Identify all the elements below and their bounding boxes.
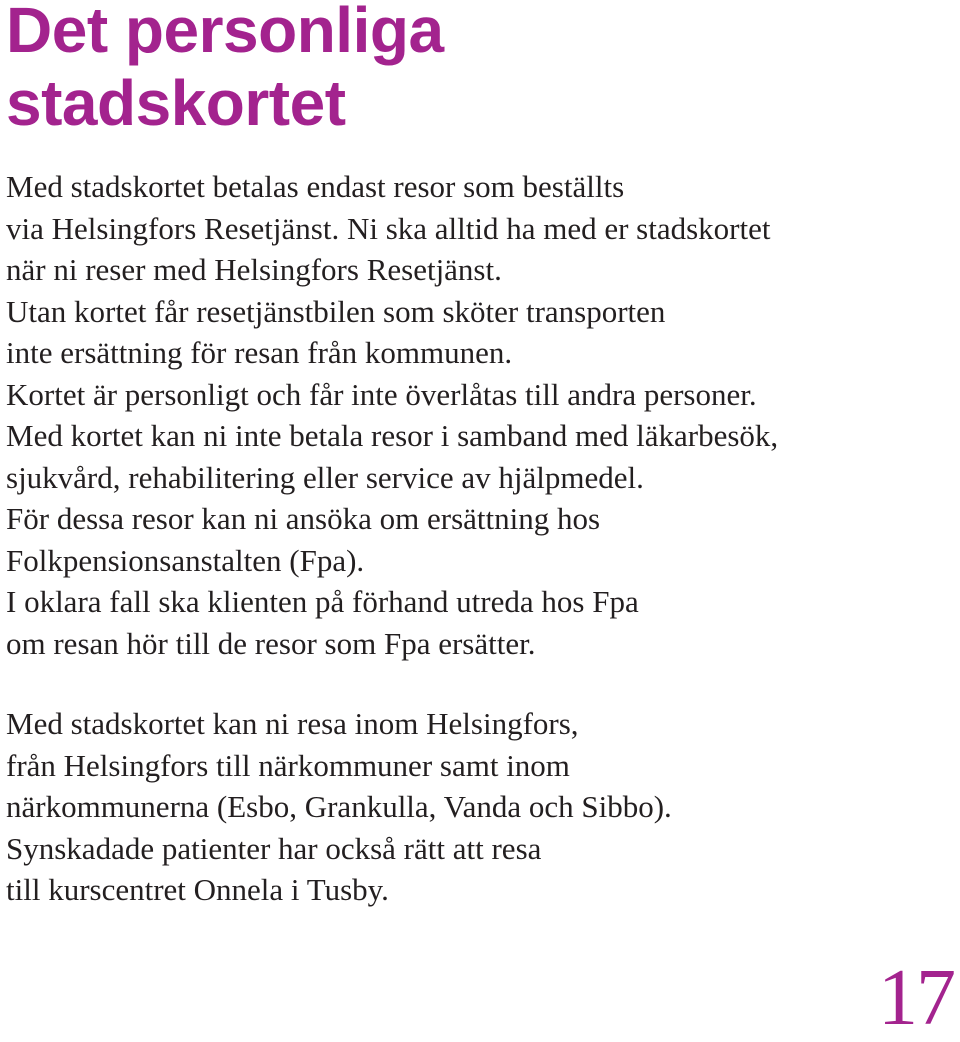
page-number: 17 — [878, 954, 954, 1042]
text-line: Synskadade patienter har också rätt att resa — [6, 830, 542, 866]
text-line: inte ersättning för resan från kommunen. — [6, 335, 513, 370]
text-line: Utan kortet får resetjänstbilen som sköter transporten — [6, 293, 666, 329]
text-line: sjukvård, rehabilitering eller service av hjälpmedel. — [6, 459, 644, 495]
text-line: Med stadskortet kan ni resa inom Helsingfors, — [6, 706, 579, 741]
text-line: Med stadskortet betalas endast resor som beställts — [6, 169, 625, 204]
text-line: Folkpensionsanstalten (Fpa). — [6, 542, 365, 578]
text-line: Kortet är personligt och får inte överlåtas till andra personer. — [6, 376, 757, 412]
text-line: närkommunerna (Esbo, Grankulla, Vanda och Sibbo). — [6, 789, 672, 824]
page-title — [6, 0, 444, 140]
paragraph-travel-area — [6, 703, 672, 911]
text-line: om resan hör till de resor som Fpa ersätter. — [6, 625, 536, 661]
text-line: från Helsingfors till närkommuner samt inom — [6, 747, 570, 783]
text-line: när ni reser med Helsingfors Resetjänst. — [6, 252, 502, 287]
title-line: Det personliga — [6, 0, 444, 66]
text-line: I oklara fall ska klienten på förhand utreda hos Fpa — [6, 584, 639, 619]
text-line: Med kortet kan ni inte betala resor i samband med läkarbesök, — [6, 418, 779, 453]
text-line: via Helsingfors Resetjänst. Ni ska alltid ha med er stadskortet — [6, 210, 771, 246]
text-line: till kurscentret Onnela i Tusby. — [6, 872, 389, 907]
paragraph-stadskort-rules — [6, 166, 778, 664]
text-line: För dessa resor kan ni ansöka om ersättning hos — [6, 501, 601, 536]
title-line: stadskortet — [6, 67, 346, 139]
